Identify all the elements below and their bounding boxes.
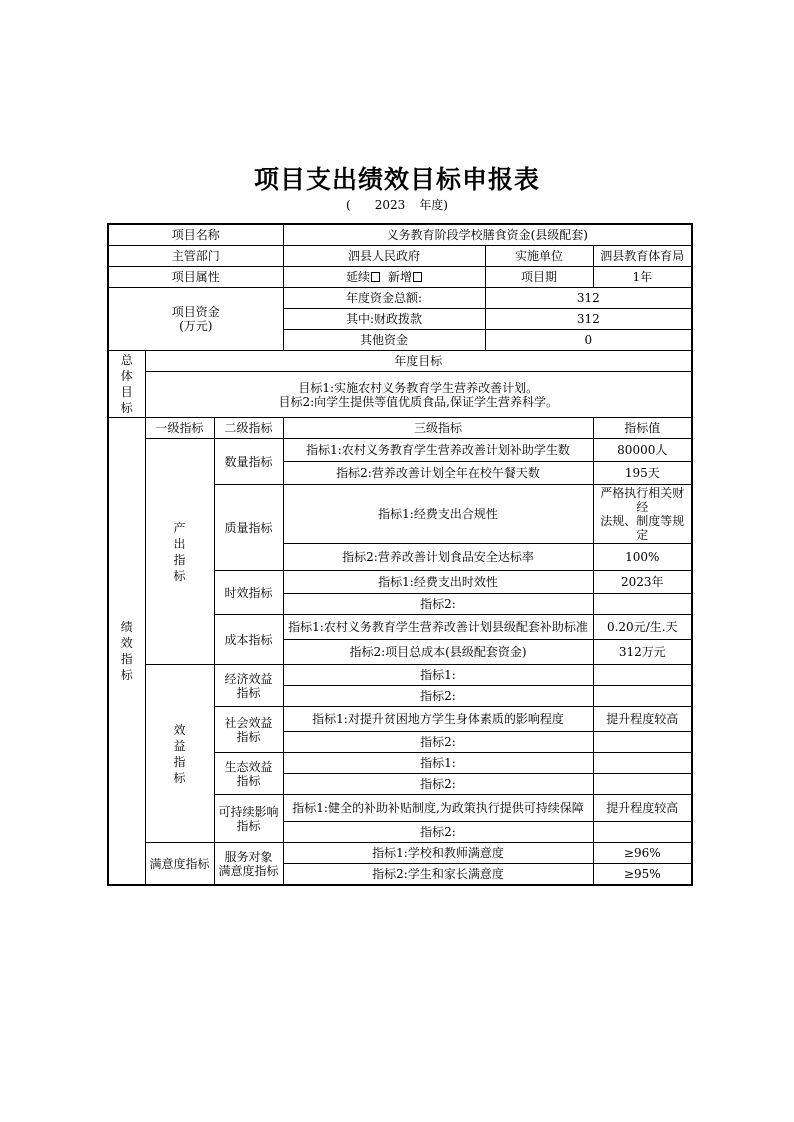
fund-label — [108, 288, 283, 351]
satisfaction-indicator-1-value: ≥96% — [593, 843, 692, 864]
cost-indicator-1: 指标1:农村义务教育学生营养改善计划县级配套补助标准 — [283, 615, 593, 640]
other-value: 0 — [485, 330, 692, 351]
sustainability-indicator: 可持续影响 指标 — [214, 795, 283, 843]
sustainability-indicator-1-value: 提升程度较高 — [593, 795, 692, 822]
ecological-benefit-indicator: 生态效益 指标 — [214, 753, 283, 795]
quantity-indicator-1-value: 80000人 — [593, 439, 692, 462]
project-name-value: 义务教育阶段学校膳食资金(县级配套) — [283, 224, 692, 246]
perf-indicator-label: 绩 效 指 标 — [108, 418, 145, 886]
goal-1: 目标1:实施农村义务教育学生营养改善计划。 — [298, 380, 539, 395]
time-indicator-2-value — [593, 594, 692, 615]
performance-form-table — [107, 223, 693, 886]
col-value: 指标值 — [593, 418, 692, 439]
unit-value: 泗县教育体育局 — [593, 246, 692, 267]
year-open: ( — [346, 198, 351, 212]
dept-label: 主管部门 — [108, 246, 283, 267]
goal-2: 目标2:向学生提供等值优质食品,保证学生营养科学。 — [278, 394, 558, 409]
quality-indicator-1-value: 严格执行相关财经 法规、制度等规定 — [593, 485, 692, 544]
economic-benefit-indicator: 经济效益 指标 — [214, 665, 283, 707]
output-indicator-label: 产 出 指 标 — [145, 439, 214, 665]
total-value: 312 — [485, 288, 692, 309]
quality-indicator-1: 指标1:经费支出合规性 — [283, 485, 593, 544]
quantity-indicator: 数量指标 — [214, 439, 283, 485]
fiscal-value: 312 — [485, 309, 692, 330]
overall-goal-label: 总 体 目 标 — [108, 351, 145, 418]
period-label: 项目期 — [485, 267, 593, 288]
project-name-label: 项目名称 — [108, 224, 283, 246]
economic-indicator-1-value — [593, 665, 692, 686]
row-department — [108, 246, 692, 267]
page-title: 项目支出绩效目标申报表 — [253, 165, 540, 194]
time-indicator-2: 指标2: — [283, 594, 593, 615]
unit-label: 实施单位 — [485, 246, 593, 267]
social-indicator-1: 指标1:对提升贫困地方学生身体素质的影响程度 — [283, 707, 593, 732]
satisfaction-indicator-1: 指标1:学校和教师满意度 — [283, 843, 593, 864]
period-value: 1年 — [593, 267, 692, 288]
quality-indicator-2: 指标2:营养改善计划食品安全达标率 — [283, 544, 593, 571]
fund-label-line1: 项目资金 — [171, 305, 220, 319]
satisfaction-indicator: 满意度指标 — [145, 843, 214, 886]
sustainability-indicator-1: 指标1:健全的补助补贴制度,为政策执行提供可持续保障 — [283, 795, 593, 822]
satisfaction-indicator-2-value: ≥95% — [593, 864, 692, 886]
col-level3: 三级指标 — [283, 418, 593, 439]
row-overall-header — [108, 351, 692, 372]
dept-value: 泗县人民政府 — [283, 246, 485, 267]
annual-goal-text — [145, 372, 692, 418]
economic-indicator-2-value — [593, 686, 692, 707]
quality-indicator-2-value: 100% — [593, 544, 692, 571]
cost-indicator-2: 指标2:项目总成本(县级配套资金) — [283, 640, 593, 665]
row-fund-total — [108, 288, 692, 309]
year-value: 2023 — [374, 198, 406, 212]
cost-indicator-2-value: 312万元 — [593, 640, 692, 665]
cost-indicator-1-value: 0.20元/生.天 — [593, 615, 692, 640]
total-label: 年度资金总额: — [283, 288, 485, 309]
fiscal-label: 其中:财政拨款 — [283, 309, 485, 330]
other-label: 其他资金 — [283, 330, 485, 351]
time-indicator-1: 指标1:经费支出时效性 — [283, 571, 593, 594]
attr-label: 项目属性 — [108, 267, 283, 288]
economic-indicator-1: 指标1: — [283, 665, 593, 686]
row-econ-1 — [108, 665, 692, 686]
row-attribute — [108, 267, 692, 288]
attr-new-label: 新增 — [388, 270, 413, 284]
cost-indicator: 成本指标 — [214, 615, 283, 665]
social-indicator-2: 指标2: — [283, 732, 593, 753]
sustainability-indicator-2: 指标2: — [283, 822, 593, 843]
ecological-indicator-2: 指标2: — [283, 774, 593, 795]
row-quantity-1 — [108, 439, 692, 462]
ecological-indicator-2-value — [593, 774, 692, 795]
time-indicator-1-value: 2023年 — [593, 571, 692, 594]
year-suffix: 年度) — [419, 198, 448, 212]
continue-checkbox[interactable] — [371, 272, 380, 282]
new-checkbox[interactable] — [413, 272, 422, 282]
ecological-indicator-1-value — [593, 753, 692, 774]
economic-indicator-2: 指标2: — [283, 686, 593, 707]
annual-goal-header: 年度目标 — [145, 351, 692, 372]
row-overall-goals — [108, 372, 692, 418]
social-indicator-2-value — [593, 732, 692, 753]
col-level2: 二级指标 — [214, 418, 283, 439]
quantity-indicator-2: 指标2:营养改善计划全年在校午餐天数 — [283, 462, 593, 485]
col-level1: 一级指标 — [145, 418, 214, 439]
quantity-indicator-1: 指标1:农村义务教育学生营养改善计划补助学生数 — [283, 439, 593, 462]
social-benefit-indicator: 社会效益 指标 — [214, 707, 283, 753]
benefit-indicator-label: 效 益 指 标 — [145, 665, 214, 843]
row-project-name — [108, 224, 692, 246]
row-perf-header — [108, 418, 692, 439]
service-satisfaction-indicator: 服务对象 满意度指标 — [214, 843, 283, 886]
satisfaction-indicator-2: 指标2:学生和家长满意度 — [283, 864, 593, 886]
ecological-indicator-1: 指标1: — [283, 753, 593, 774]
social-indicator-1-value: 提升程度较高 — [593, 707, 692, 732]
attr-options — [283, 267, 485, 288]
attr-continue-label: 延续 — [346, 270, 371, 284]
time-indicator: 时效指标 — [214, 571, 283, 615]
row-satisfaction-1 — [108, 843, 692, 864]
year-line — [0, 196, 794, 213]
sustainability-indicator-2-value — [593, 822, 692, 843]
quality-indicator: 质量指标 — [214, 485, 283, 571]
quantity-indicator-2-value: 195天 — [593, 462, 692, 485]
fund-label-line2: (万元) — [179, 319, 213, 333]
